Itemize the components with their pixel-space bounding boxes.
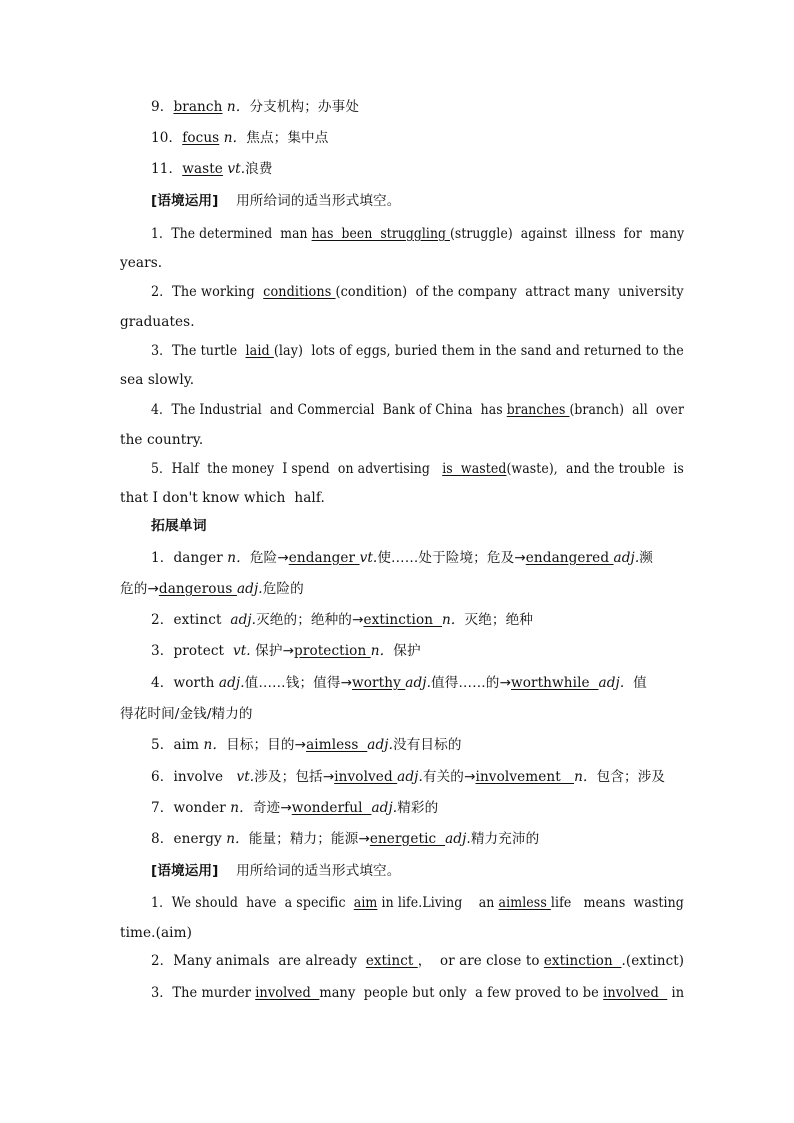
exercise2-item-1-cont: time.(aim) — [120, 925, 193, 941]
exercise1-item-3: 3．The turtle laid (lay) lots of eggs, buried them in the sand and returned to the — [151, 343, 684, 359]
exercise1-item-5-cont: that I don't know which half. — [120, 490, 325, 506]
expand-item-8: 8．energy n．能量；精力；能源→energetic adj.精力充沛的 — [151, 831, 540, 847]
expand-item-5: 5．aim n．目标；目的→aimless adj.没有目标的 — [151, 737, 462, 753]
expand-item-4: 4．worth adj.值……钱；值得→worthy adj.值得……的→worthwhile adj. 值 — [151, 675, 647, 691]
exercise2-item-3: 3．The murder involved many people but only a few proved to be involved in — [151, 985, 685, 1001]
expand-item-3: 3．protect vt. 保护→protection n．保护 — [151, 643, 421, 659]
section-title: 拓展单词 — [151, 518, 207, 534]
expand-item-4-cont: 得花时间/金钱/精力的 — [120, 706, 253, 722]
expand-item-2: 2．extinct adj.灭绝的；绝种的→extinction n．灭绝；绝种 — [151, 612, 533, 628]
exercise1-item-3-cont: sea slowly. — [120, 372, 195, 388]
vocab-item-10: 10．focus n．焦点；集中点 — [151, 130, 329, 146]
exercise1-item-2-cont: graduates. — [120, 314, 195, 330]
vocab-item-11: 11．waste vt.浪费 — [151, 161, 273, 177]
exercise1-heading: [语境运用] 用所给词的适当形式填空。 — [151, 193, 401, 209]
exercise2-heading: [语境运用] 用所给词的适当形式填空。 — [151, 863, 401, 879]
expand-item-7: 7．wonder n．奇迹→wonderful adj.精彩的 — [151, 800, 439, 816]
exercise1-item-1-cont: years. — [120, 255, 163, 271]
exercise2-item-1: 1．We should have a specific aim in life.Living an aimless life means wasting — [151, 895, 684, 911]
vocab-item-9: 9．branch n．分支机构；办事处 — [151, 99, 360, 115]
exercise1-item-4-cont: the country. — [120, 432, 204, 448]
exercise2-item-2: 2．Many animals are already extinct ， or are close to extinction .(extinct) — [151, 953, 685, 969]
expand-item-6: 6．involve vt.涉及；包括→involved adj.有关的→involvement n．包含；涉及 — [151, 769, 666, 785]
expand-item-1: 1．danger n．危险→endanger vt.使……处于险境；危及→endangered adj.濒 — [151, 550, 653, 566]
exercise1-item-5: 5．Half the money I spend on advertising is wasted(waste), and the trouble is — [151, 461, 684, 477]
exercise1-item-4: 4．The Industrial and Commercial Bank of China has branches (branch) all over — [151, 402, 684, 418]
expand-item-1-cont: 危的→dangerous adj.危险的 — [120, 581, 304, 597]
exercise1-item-2: 2．The working conditions (condition) of the company attract many university — [151, 284, 684, 300]
exercise1-item-1: 1．The determined man has been struggling (struggle) against illness for many — [151, 226, 685, 242]
